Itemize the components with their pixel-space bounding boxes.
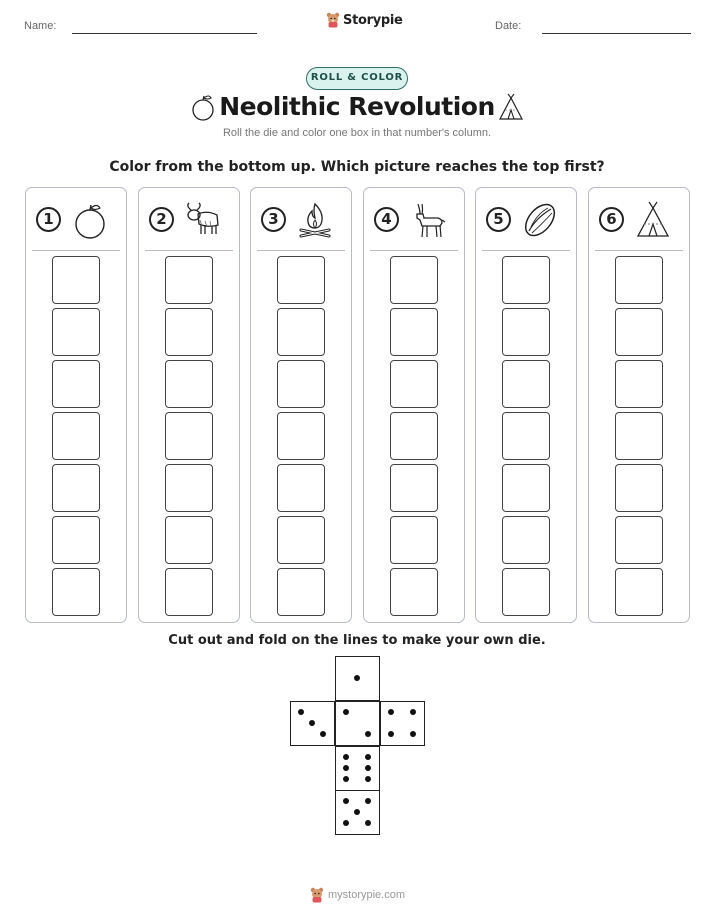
color-box[interactable] <box>615 308 663 356</box>
die-pip <box>320 731 326 737</box>
column-divider <box>482 250 570 251</box>
subtitle: Roll the die and color one box in that number's column. <box>222 127 492 139</box>
color-box[interactable] <box>277 568 325 616</box>
column-divider <box>257 250 345 251</box>
die-pip <box>365 731 371 737</box>
column-divider <box>32 250 120 251</box>
color-box[interactable] <box>277 464 325 512</box>
die-face-2 <box>335 701 380 746</box>
color-box[interactable] <box>615 360 663 408</box>
color-box[interactable] <box>52 308 100 356</box>
die-pip <box>388 709 394 715</box>
tent-icon <box>633 200 673 240</box>
die-pip <box>343 765 349 771</box>
die-face-6 <box>335 746 380 791</box>
die-pip <box>365 798 371 804</box>
apple-icon <box>70 200 110 240</box>
die-pip <box>365 820 371 826</box>
color-box[interactable] <box>390 568 438 616</box>
die-pip <box>343 709 349 715</box>
color-box[interactable] <box>390 360 438 408</box>
color-box[interactable] <box>390 516 438 564</box>
column-number: 3 <box>261 207 286 232</box>
color-box[interactable] <box>615 412 663 460</box>
column-number: 5 <box>486 207 511 232</box>
die-face-3 <box>290 701 335 746</box>
die-pip <box>343 776 349 782</box>
column-number: 4 <box>374 207 399 232</box>
color-box[interactable] <box>502 568 550 616</box>
color-box[interactable] <box>390 308 438 356</box>
color-box[interactable] <box>615 256 663 304</box>
color-box[interactable] <box>390 412 438 460</box>
die-face-5 <box>335 790 380 835</box>
die-pip <box>343 798 349 804</box>
die-pip <box>365 776 371 782</box>
column-3 <box>250 187 352 623</box>
brand-logo <box>326 12 403 28</box>
column-5 <box>475 187 577 623</box>
die-pip <box>410 709 416 715</box>
column-number: 1 <box>36 207 61 232</box>
yak-icon <box>183 200 223 240</box>
color-box[interactable] <box>502 360 550 408</box>
campfire-icon <box>295 200 335 240</box>
bear-mascot-icon <box>326 12 340 28</box>
name-label: Name: <box>24 20 57 32</box>
date-label: Date: <box>495 20 522 32</box>
color-box[interactable] <box>615 568 663 616</box>
die-pip <box>343 754 349 760</box>
column-divider <box>145 250 233 251</box>
color-box[interactable] <box>502 256 550 304</box>
color-box[interactable] <box>502 464 550 512</box>
color-box[interactable] <box>390 464 438 512</box>
column-divider <box>370 250 458 251</box>
cut-instruction: Cut out and fold on the lines to make your own die. <box>168 633 546 648</box>
color-box[interactable] <box>165 412 213 460</box>
die-pip <box>354 809 360 815</box>
color-box[interactable] <box>277 360 325 408</box>
color-box[interactable] <box>52 360 100 408</box>
die-face-4 <box>380 701 425 746</box>
color-box[interactable] <box>502 516 550 564</box>
column-1 <box>25 187 127 623</box>
color-box[interactable] <box>165 308 213 356</box>
column-number: 6 <box>599 207 624 232</box>
color-box[interactable] <box>165 256 213 304</box>
color-box[interactable] <box>615 516 663 564</box>
gazelle-icon <box>408 200 448 240</box>
color-box[interactable] <box>502 308 550 356</box>
instruction-heading: Color from the bottom up. Which picture reaches the top first? <box>109 159 605 175</box>
footer <box>310 887 405 903</box>
name-line[interactable] <box>72 33 257 34</box>
date-line[interactable] <box>542 33 691 34</box>
die-pip <box>354 675 360 681</box>
tent-icon <box>496 92 526 122</box>
color-box[interactable] <box>165 516 213 564</box>
brand-name: Storypie <box>343 12 403 28</box>
die-pip <box>365 765 371 771</box>
seed-icon <box>520 200 560 240</box>
color-box[interactable] <box>52 568 100 616</box>
die-pip <box>410 731 416 737</box>
footer-url: mystorypie.com <box>328 889 406 901</box>
column-4 <box>363 187 465 623</box>
color-box[interactable] <box>165 360 213 408</box>
color-box[interactable] <box>165 568 213 616</box>
column-2 <box>138 187 240 623</box>
color-box[interactable] <box>277 412 325 460</box>
column-6 <box>588 187 690 623</box>
color-box[interactable] <box>502 412 550 460</box>
activity-badge: ROLL & COLOR <box>306 67 408 90</box>
color-box[interactable] <box>52 516 100 564</box>
color-box[interactable] <box>52 256 100 304</box>
die-pip <box>309 720 315 726</box>
color-box[interactable] <box>390 256 438 304</box>
column-divider <box>595 250 683 251</box>
die-pip <box>388 731 394 737</box>
column-number: 2 <box>149 207 174 232</box>
die-face-1 <box>335 656 380 701</box>
color-box[interactable] <box>277 256 325 304</box>
color-box[interactable] <box>277 516 325 564</box>
color-box[interactable] <box>277 308 325 356</box>
die-pip <box>365 754 371 760</box>
die-pip <box>343 820 349 826</box>
bear-mascot-icon <box>310 887 324 903</box>
color-box[interactable] <box>615 464 663 512</box>
page-title: Neolithic Revolution <box>219 92 495 121</box>
color-box[interactable] <box>52 412 100 460</box>
die-pip <box>298 709 304 715</box>
color-box[interactable] <box>165 464 213 512</box>
color-box[interactable] <box>52 464 100 512</box>
